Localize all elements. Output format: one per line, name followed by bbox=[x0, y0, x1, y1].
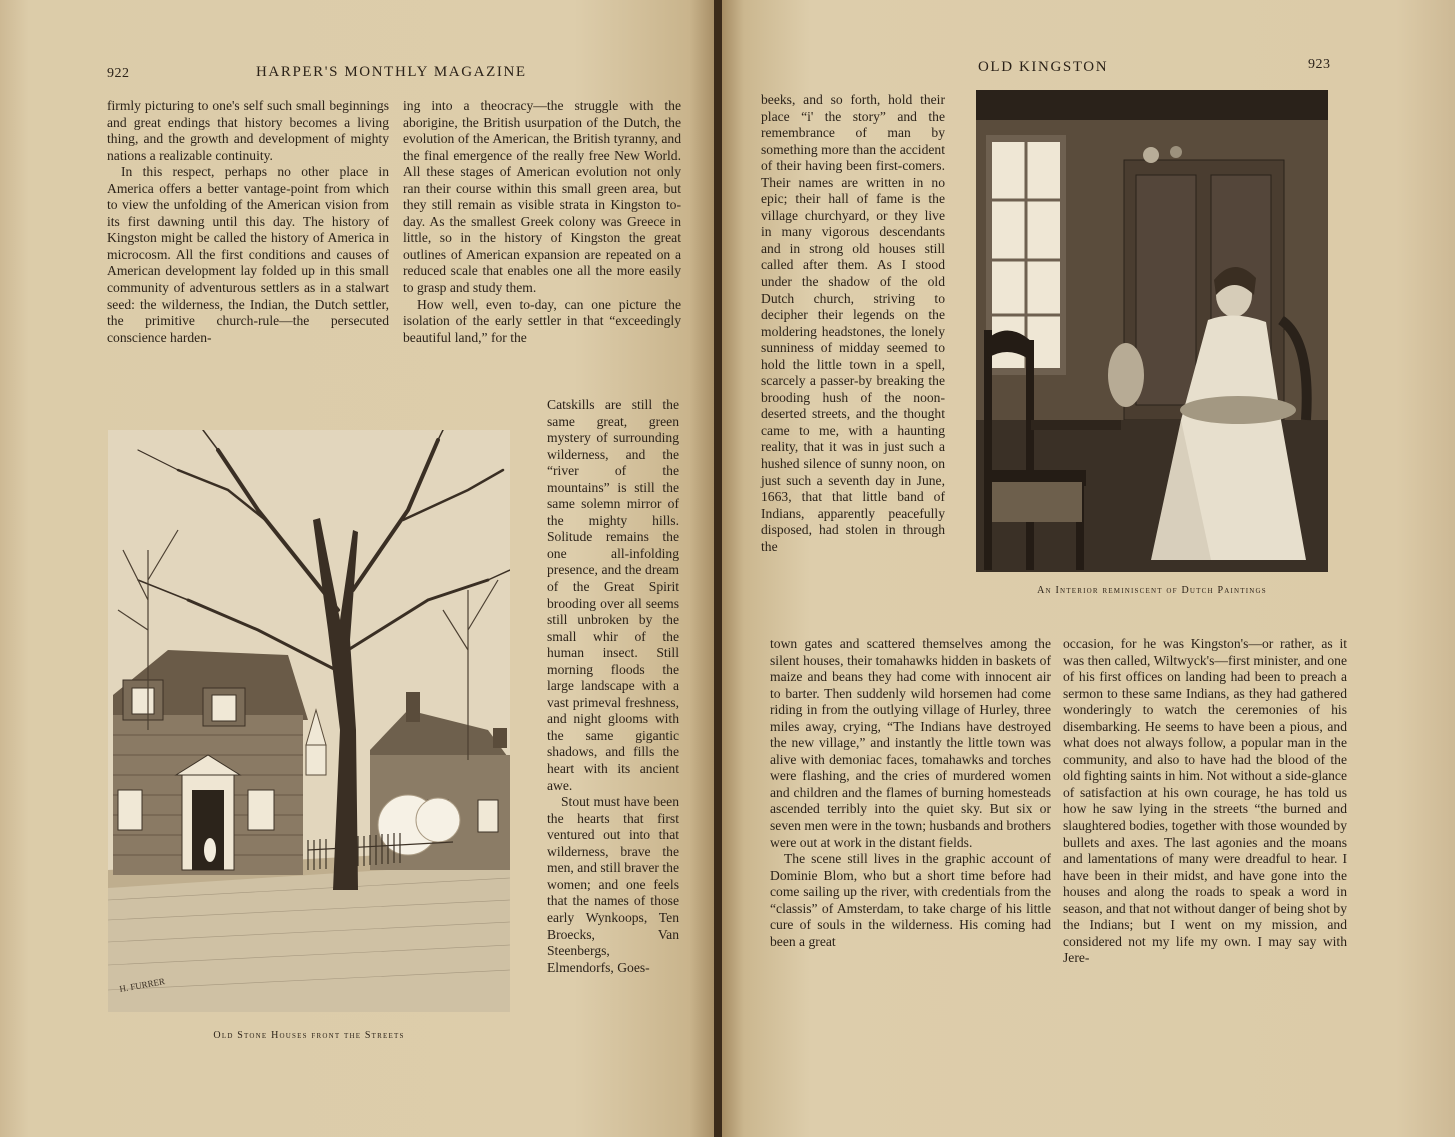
left-page-number: 922 bbox=[107, 66, 130, 81]
dutch-interior-illustration bbox=[976, 90, 1328, 572]
right-page-number: 923 bbox=[1308, 57, 1331, 72]
right-running-head: OLD KINGSTON bbox=[978, 59, 1109, 75]
right-illustration-caption: An Interior reminiscent of Dutch Paintings bbox=[1037, 585, 1267, 596]
left-column-1 bbox=[107, 98, 389, 346]
old-stone-houses-illustration bbox=[108, 430, 510, 1012]
paragraph: The scene still lives in the graphic account of Dominie Blom, who but a short time before had come sailing up the river, with credentials from the “classis” of Amsterdam, to take charge of his little cure of souls in the wilderness. His coming had been a great bbox=[770, 851, 1051, 949]
left-running-head: HARPER'S MONTHLY MAGAZINE bbox=[256, 64, 527, 80]
left-illustration-caption: Old Stone Houses front the Streets bbox=[213, 1030, 405, 1041]
paragraph: In this respect, perhaps no other place in America offers a better vantage-point from which to view the unfolding of the American vision from its first dawning until this day. The history of Kingston might be called the history of America in microcosm. All the first conditions and causes of American development lay folded up in this small community of adventurous settlers as in a stalwart seed: the wilderness, the Indian, the Dutch settler, the primitive church-rule—the persecuted conscience harden- bbox=[107, 164, 389, 345]
paragraph: occasion, for he was Kingston's—or rather, as it was then called, Wiltwyck's—first minister, and one of his first offices on landing had been to preach a sermon to these same Indians, as they had gathered wonderingly to watch the ceremonies of his disembarking. He seems to have been a pious, and what does not always follow, a popular man in the community, and also to have had the blood of the old fighting saints in him. Not without a side-glance of satisfaction at his own courage, he has told us how he saw lying in the streets “the burned and slaughtered bodies, together with those wounded by bullets and axes. The last agonies and the moans and lamentations of many were dreadful to hear. I have been in their midst, and have gone into the houses and along the roads to speak a word in season, and that not without danger of being shot by the Indians; but I went on my mission, and considered not my life my own. I may say with Jere- bbox=[1063, 636, 1347, 966]
right-column-1 bbox=[770, 636, 1051, 950]
paragraph: How well, even to-day, can one picture the isolation of the early settler in that “exceedingly beautiful land,” for the bbox=[403, 296, 681, 345]
paragraph: Stout must have been the hearts that first ventured out into that wilderness, brave the men, and still braver the women; and one feels that the names of those early Wynkoops, Ten Broecks, Van Steenbergs, Elmendorfs, Goes- bbox=[547, 794, 679, 975]
left-page bbox=[0, 0, 718, 1137]
left-column-2-narrow bbox=[547, 397, 679, 976]
paragraph: firmly picturing to one's self such small beginnings and great endings that history becomes a living thing, and the growth and development of mighty nations a realizable continuity. bbox=[107, 98, 389, 163]
paragraph: Catskills are still the same great, green mystery of surrounding wilderness, and the “river of the mountains” is still the same solemn mirror of the mighty hills. Solitude remains the one all-infolding presence, and the dream of the Great Spirit brooding over all seems still unbroken by the small whir of the human insect. Still morning floods the large landscape with a vast primeval freshness, and night glooms with the same gigantic shadows, and fills the heart with its ancient awe. bbox=[547, 397, 679, 793]
right-column-2 bbox=[1063, 636, 1347, 967]
right-narrow-column bbox=[761, 92, 945, 555]
left-column-2 bbox=[403, 98, 681, 346]
paragraph: beeks, and so forth, hold their place “i' the story” and the remembrance of man by something more than the accident of their having been first-comers. Their names are written in no epic; their hall of fame is the village churchyard, or they live in many vigorous descendants and in strong old houses still called after them. As I stood under the shadow of the old Dutch church, striving to decipher their legends on the moldering headstones, the lonely sunniness of midday seemed to hold the little town in a spell, scarcely a passer-by breaking the brooding hush of the noon-deserted streets, and the thought came to me, with a haunting reality, that it was in just such a hushed silence of sunny noon, on just such a seventh day in June, 1663, that that little band of Indians, apparently peacefully disposed, had stolen in through the bbox=[761, 92, 945, 554]
paragraph: town gates and scattered themselves among the silent houses, their tomahawks hidden in baskets of maize and beans they had come with innocent air to barter. Then suddenly wild horsemen had come riding in from the outlying village of Hurley, three miles away, crying, “The Indians have destroyed the new village,” and instantly the little town was alive with demoniac faces, tomahawks and torches were flashing, and the cries of murdered women and children and the flames of burning homesteads ascended terribly into the quiet sky. But six or seven men were in the town; husbands and brothers were out at work in the distant fields. bbox=[770, 636, 1051, 850]
paragraph: ing into a theocracy—the struggle with the aborigine, the British usurpation of the Dutch, the evolution of the American, the British tyranny, and the final emergence of the really free New World. All these stages of American evolution not only ran their course within this small green area, but they still remain as visible strata in Kingston to-day. As the smallest Greek colony was Greece in little, so in the history of Kingston the great outlines of American expansion are repeated on a reduced scale that enables one all the more easily to grasp and study them. bbox=[403, 98, 681, 296]
right-page bbox=[722, 0, 1455, 1137]
illustration-signature: H. FURRER bbox=[118, 976, 166, 994]
